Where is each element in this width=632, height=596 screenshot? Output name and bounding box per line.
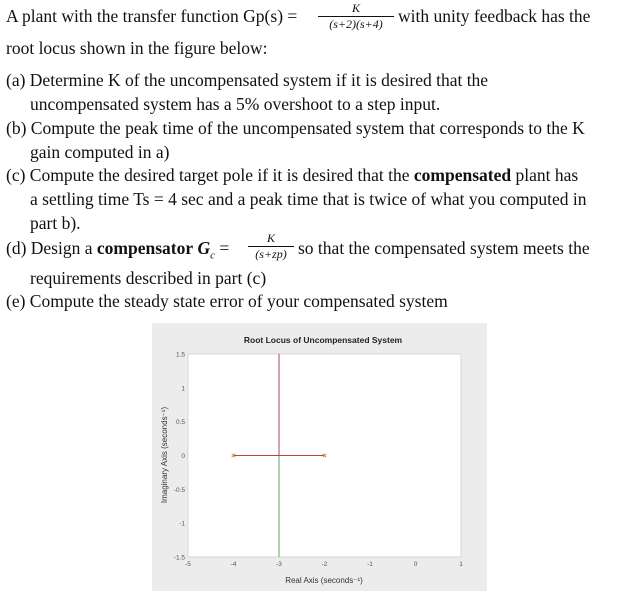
tf-denominator: (s+2)(s+4) <box>329 17 383 31</box>
y-tick-label: 1.5 <box>175 351 185 359</box>
intro-line-1b <box>398 6 590 26</box>
part-b-line-1: (b) Compute the peak time of the uncompensated system that corresponds to the K <box>6 118 585 138</box>
part-d-text-a: (d) Design a <box>6 238 93 258</box>
tf-numerator: K <box>318 2 394 17</box>
intro-text-b: with unity feedback has the <box>398 6 591 26</box>
part-c-line-2: a settling time Ts = 4 sec and a peak time that is twice of what you computed in <box>30 189 587 209</box>
x-tick-label: -4 <box>230 561 237 568</box>
comp-denominator: (s+zp) <box>255 247 287 261</box>
y-tick-label: 1 <box>181 385 185 393</box>
intro-text-a: A plant with the transfer function Gp(s) = <box>6 6 298 26</box>
y-tick-label: -1.5 <box>173 554 185 562</box>
part-d-line-2: requirements described in part (c) <box>30 268 267 288</box>
y-tick-label: 0.5 <box>175 419 185 427</box>
part-d-gc-sub: c <box>210 249 216 262</box>
part-a-line-2: uncompensated system has a 5% overshoot to a step input. <box>30 94 441 114</box>
part-b-line-2: gain computed in a) <box>30 142 170 162</box>
plant-transfer-function <box>318 2 394 31</box>
part-e-line: (e) Compute the steady state error of your compensated system <box>6 291 448 311</box>
x-tick-label: -3 <box>276 561 282 568</box>
x-tick-label: -1 <box>367 561 373 568</box>
part-d-line-1 <box>6 238 229 266</box>
x-tick-label: 0 <box>413 561 418 568</box>
part-d-line-1c: so that the compensated system meets the <box>298 238 590 258</box>
intro-line-2: root locus shown in the figure below: <box>6 38 268 58</box>
part-d-equals: = <box>219 238 230 258</box>
part-a-line-1: (a) Determine K of the uncompensated system if it is desired that the <box>6 70 489 90</box>
comp-numerator: K <box>248 232 294 247</box>
chart-title: Root Locus of Uncompensated System <box>243 335 403 345</box>
y-tick-label: 0 <box>181 453 185 460</box>
part-c-line-3: part b). <box>30 213 81 233</box>
part-d-bold-word: compensator <box>96 238 194 258</box>
compensator-transfer-function <box>248 232 294 261</box>
part-c-bold-word: compensated <box>413 165 512 185</box>
y-tick-label: -0.5 <box>173 486 185 494</box>
part-c-text-a: (c) Compute the desired target pole if it is desired that the <box>6 165 410 185</box>
y-tick-label: -1 <box>179 520 185 528</box>
x-tick-label: 1 <box>459 561 463 568</box>
part-c-line-1 <box>6 165 578 185</box>
part-d-gc: G <box>197 238 211 258</box>
root-locus-chart <box>152 323 487 591</box>
y-axis-label: Imaginary Axis (seconds⁻¹) <box>160 406 169 504</box>
intro-line-1 <box>6 6 297 26</box>
x-axis-label: Real Axis (seconds⁻¹) <box>285 576 363 585</box>
part-c-text-c: plant has <box>515 165 579 185</box>
x-tick-label: -5 <box>185 561 191 568</box>
x-tick-label: -2 <box>321 561 328 568</box>
root-locus-figure <box>152 323 487 591</box>
